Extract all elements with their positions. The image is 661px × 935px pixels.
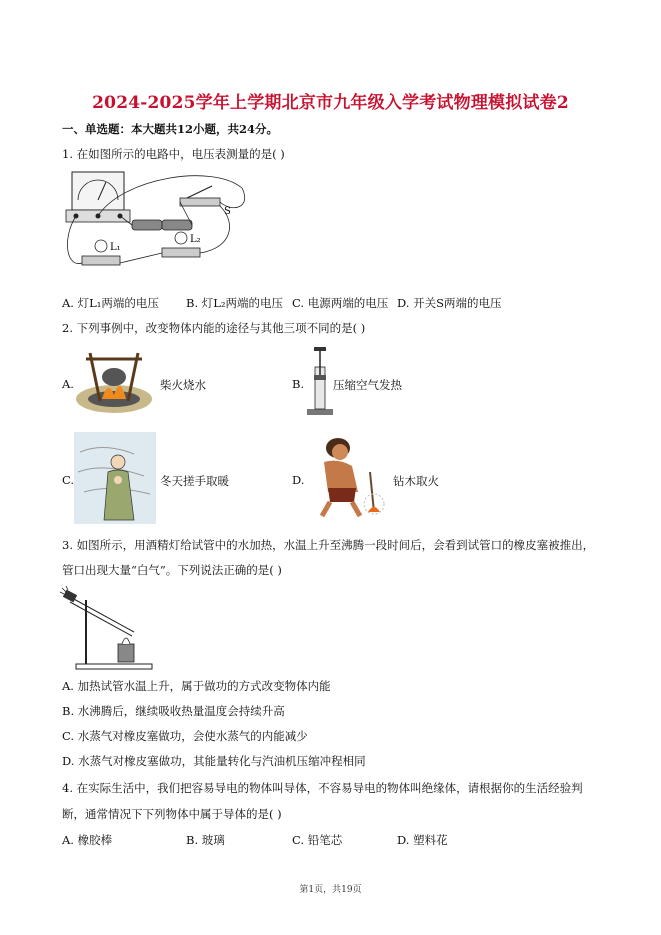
lamp-l2-label: L₂	[190, 234, 201, 245]
switch-label: S	[224, 206, 231, 217]
rubbing-hands-image	[74, 432, 156, 524]
q1-option-a: A. 灯L₁两端的电压	[62, 296, 159, 310]
q2-option-b-letter: B.	[292, 377, 305, 391]
page-footer: 第1页，共19页	[299, 885, 362, 895]
q4-option-b: B. 玻璃	[186, 833, 225, 847]
q2-option-c-text: 冬天搓手取暖	[160, 474, 229, 488]
q2-option-d-text: 钻木取火	[393, 474, 439, 488]
q3-test-tube-diagram	[62, 586, 162, 672]
q1-option-d: D. 开关S两端的电压	[397, 296, 502, 310]
q4-stem-line2: 断，通常情况下下列物体中属于导体的是( )	[62, 807, 282, 821]
lamp-l2-icon	[162, 248, 200, 257]
lamp-l1-label: L₁	[110, 242, 121, 253]
q3-option-a: A. 加热试管水温上升，属于做功的方式改变物体内能	[62, 679, 331, 693]
lamp-l1-icon	[82, 256, 120, 265]
section-heading: 一、单选题：本大题共12小题，共24分。	[62, 122, 279, 136]
q4-option-d: D. 塑料花	[397, 833, 448, 847]
q2-stem: 2. 下列事例中，改变物体内能的途径与其他三项不同的是( )	[62, 321, 366, 335]
q2-option-a-letter: A.	[62, 377, 74, 391]
switch-icon	[180, 198, 220, 206]
q1-option-c: C. 电源两端的电压	[292, 296, 389, 310]
campfire-kettle-image	[72, 345, 154, 417]
q3-option-b: B. 水沸腾后，继续吸收热量温度会持续升高	[62, 704, 285, 718]
q4-option-a: A. 橡胶棒	[62, 833, 113, 847]
q1-stem: 1. 在如图所示的电路中，电压表测量的是( )	[62, 147, 285, 161]
q3-stem-line2: 管口出现大量“白气”。下列说法正确的是( )	[62, 563, 282, 577]
q2-option-b-text: 压缩空气发热	[333, 378, 402, 392]
q4-stem-line1: 4. 在实际生活中，我们把容易导电的物体叫导体，不容易导电的物体叫绝缘体，请根据你的生活经验判	[62, 781, 583, 795]
page-title: 2024-2025学年上学期北京市九年级入学考试物理模拟试卷2	[92, 93, 569, 113]
q3-stem-line1: 3. 如图所示，用酒精灯给试管中的水加热，水温上升至沸腾一段时间后，会看到试管口的橡皮塞被推出，	[62, 538, 595, 552]
q1-option-b: B. 灯L₂两端的电压	[186, 296, 284, 310]
battery-icon	[132, 220, 162, 230]
q1-circuit-diagram	[62, 168, 282, 283]
q2-option-a-text: 柴火烧水	[160, 378, 206, 392]
q4-option-c: C. 铅笔芯	[292, 833, 343, 847]
air-compression-tube-image	[305, 345, 335, 417]
drill-fire-image	[308, 432, 398, 518]
q3-option-d: D. 水蒸气对橡皮塞做功，其能量转化与汽油机压缩冲程相同	[62, 754, 366, 768]
q2-option-c-letter: C.	[62, 473, 75, 487]
q3-option-c: C. 水蒸气对橡皮塞做功，会使水蒸气的内能减少	[62, 729, 308, 743]
q2-option-d-letter: D.	[292, 473, 305, 487]
